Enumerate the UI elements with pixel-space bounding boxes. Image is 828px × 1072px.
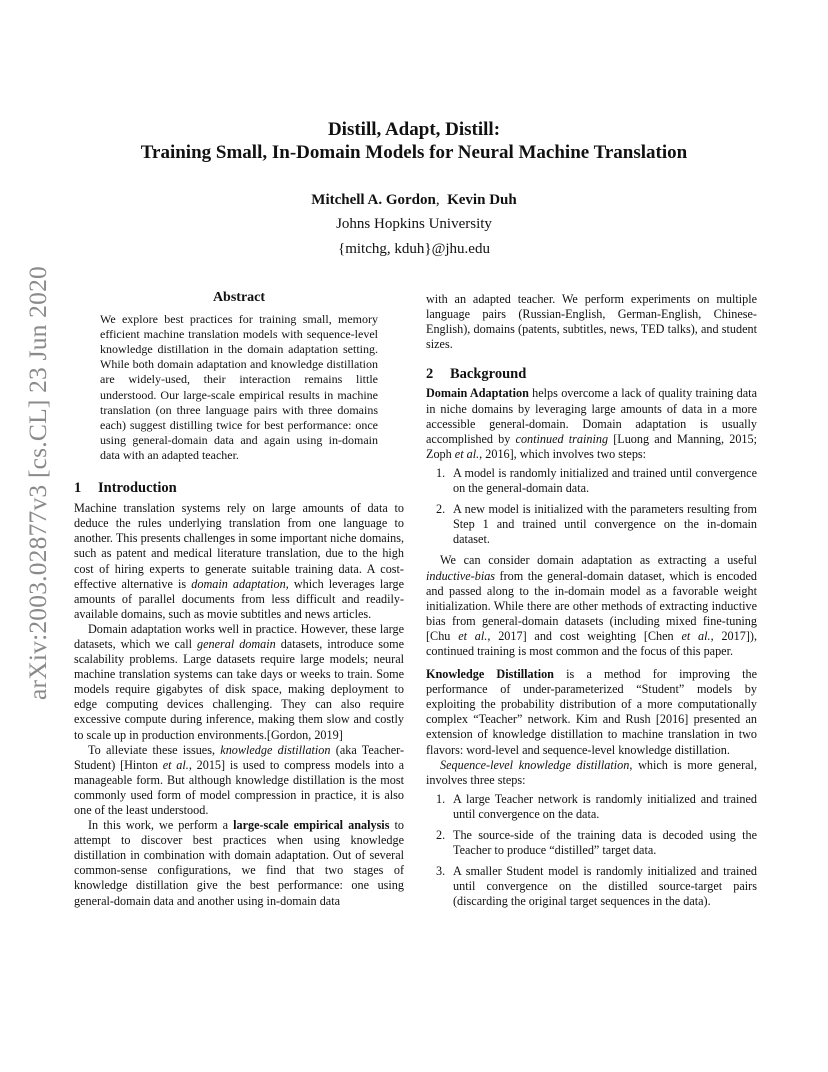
list-text: A large Teacher network is randomly initialized and trained until convergence on the data.: [453, 791, 757, 821]
text-run: , 2015] is used to compress models into a manageable form. But although knowledge distillation is the most commonly used form of model compression in practice, it is also one of the least understood.: [74, 757, 404, 817]
domain-adaptation-paragraph: [426, 386, 757, 461]
list-item: [426, 792, 757, 822]
list-item: [426, 864, 757, 909]
emphasis: general domain: [197, 636, 276, 651]
text-run: We can consider domain adaptation as extracting a useful: [440, 553, 757, 568]
right-column: [426, 292, 757, 909]
emphasis: inductive-bias: [426, 568, 496, 583]
intro-paragraph-4-continued: with an adapted teacher. We perform experiments on multiple language pairs (Russian-English, German-English, Chinese-English), domains (patents, subtitles, news, TED talks), and student sizes.: [426, 292, 757, 352]
list-item: [426, 466, 757, 496]
text-run: helps overcome a lack of quality training data in niche domains by leveraging large amounts of data in a more accessible general-domain. Domain adaptation is usually accomplished by: [426, 386, 757, 446]
run-in-heading: Domain Adaptation: [426, 386, 529, 401]
abstract-heading: Abstract: [212, 290, 266, 305]
text-run: Domain adaptation works well in practice. However, these large datasets, which we call: [74, 621, 404, 651]
section-heading-introduction: [74, 481, 404, 496]
list-text: A model is randomly initialized and trained until convergence on the general-domain data.: [453, 465, 757, 496]
text-run: datasets, introduce some scalability problems. Large datasets require large models; neural machine translation systems can take days or weeks to train. Some models require gigabytes of disk space, making deployment to edge computing devices challenging. They can also require excessive compute during inference, making them slow and costly to scale up in production environments.[Gordon, 2019]: [74, 636, 404, 742]
author-list: [100, 190, 728, 210]
section-number: 2: [426, 366, 434, 383]
continued-training-steps: [426, 466, 757, 547]
emphasis: et al.: [454, 446, 480, 461]
list-number: 2.: [436, 502, 446, 517]
emphasis: continued training: [515, 431, 609, 446]
list-text: The source-side of the training data is decoded using the Teacher to produce “distilled” target data.: [453, 828, 757, 858]
list-number: 3.: [436, 864, 446, 879]
title-line-1: Distill, Adapt, Distill:: [327, 119, 501, 140]
author-separator: ,: [435, 192, 440, 208]
intro-paragraph-1: [74, 501, 404, 622]
text-run: , which is more general, involves three steps:: [426, 757, 757, 787]
emphasis: et al.: [162, 757, 189, 772]
emphasis: et al.: [681, 628, 711, 643]
run-in-heading: Knowledge Distillation: [426, 667, 554, 682]
list-item: [426, 828, 757, 858]
paper-title: [100, 118, 728, 164]
list-number: 2.: [436, 828, 446, 842]
sequence-level-paragraph: [426, 758, 757, 788]
title-line-2: Training Small, In-Domain Models for Neural Machine Translation: [140, 142, 688, 163]
emphasis: et al.: [458, 628, 488, 643]
emphasis: domain adaptation: [191, 576, 286, 591]
emphasis: Sequence-level knowledge distillation: [440, 757, 630, 772]
list-number: 1.: [436, 791, 446, 806]
author-email: {mitchg, kduh}@jhu.edu: [338, 241, 490, 257]
section-heading-background: [426, 367, 757, 382]
text-run: Machine translation systems rely on large amounts of data to deduce the rules underlying translation from one language to another. This presents challenges in some important niche domains, such as patent and medical literature translation, due to the high cost of hiring experts to generate suitable training data. A cost-effective alternative is: [74, 501, 404, 591]
distillation-steps: [426, 792, 757, 910]
list-item: [426, 502, 757, 547]
intro-paragraph-4: [74, 818, 404, 909]
text-run: from the general-domain dataset, which is encoded and passed along to the in-domain model as a favorable weight initialization. While there are other methods of extracting inductive bias from general-domain datasets (including mixed fine-tuning [Chu: [426, 568, 757, 643]
text-run: , 2017] and cost weighting [Chen: [487, 628, 682, 643]
text-run: To alleviate these issues,: [88, 742, 221, 757]
list-text: A smaller Student model is randomly initialized and trained until convergence on the distilled source-target pairs (discarding the original target sequences in the data).: [453, 864, 757, 909]
abstract-text: We explore best practices for training small, memory efficient machine translation models with sequence-level knowledge distillation in the domain adaptation setting. While both domain adaptation and knowledge distillation are widely-used, their interaction remains little understood. Our large-scale empirical results in machine translation (on three language pairs with three domains each) suggest distilling twice for best performance: once using general-domain data and again using in-domain data with an adapted teacher.: [100, 312, 378, 462]
list-text: A new model is initialized with the parameters resulting from Step 1 and trained until convergence on the in-domain dataset.: [453, 502, 757, 547]
author-name: Mitchell A. Gordon: [311, 192, 436, 208]
affiliation: Johns Hopkins University: [336, 216, 492, 232]
intro-paragraph-2: [74, 622, 404, 743]
text-run: , which leverages large amounts of parallel documents from less difficult and readily-available domains, such as movie subtitles and news articles.: [74, 576, 404, 621]
text-run: , 2017]), continued training is most common and the focus of this paper.: [426, 628, 757, 658]
inductive-bias-paragraph: [426, 553, 757, 659]
bold-text: large-scale empirical analysis: [233, 818, 390, 833]
text-run: , 2016], which involves two steps:: [479, 446, 647, 461]
emphasis: knowledge distillation: [220, 742, 331, 757]
text-run: [Luong and Manning, 2015; Zoph: [426, 431, 757, 461]
arxiv-stamp: [16, 266, 60, 700]
section-number: 1: [74, 480, 82, 497]
intro-paragraph-3: [74, 743, 404, 818]
text-run: to attempt to discover best practices when using knowledge distillation in combination with domain adaptation. Out of several common-sense configurations, we find that two stages of knowledge distillation give the best performance: one using general-domain data and another using in-domain data: [74, 818, 404, 908]
paper-header: [100, 118, 728, 260]
section-title: Background: [450, 366, 527, 383]
author-name: Kevin Duh: [447, 192, 517, 208]
text-run: (aka Teacher-Student) [Hinton: [74, 742, 404, 772]
left-column: [74, 290, 404, 909]
section-title: Introduction: [98, 480, 177, 497]
knowledge-distillation-paragraph: [426, 667, 757, 758]
list-number: 1.: [436, 465, 446, 480]
arxiv-stamp-text: arXiv:2003.02877v3 [cs.CL] 23 Jun 2020: [23, 266, 53, 700]
text-run: is a method for improving the performance of under-parameterized “Student” models by exploiting the probability distribution of a more computationally complex “Teacher” network. Kim and Rush [2016] presented an extension of knowledge distillation to machine translation in two flavors: word-level and sequence-level knowledge distillation.: [426, 667, 757, 757]
text-run: In this work, we perform a: [88, 818, 234, 833]
